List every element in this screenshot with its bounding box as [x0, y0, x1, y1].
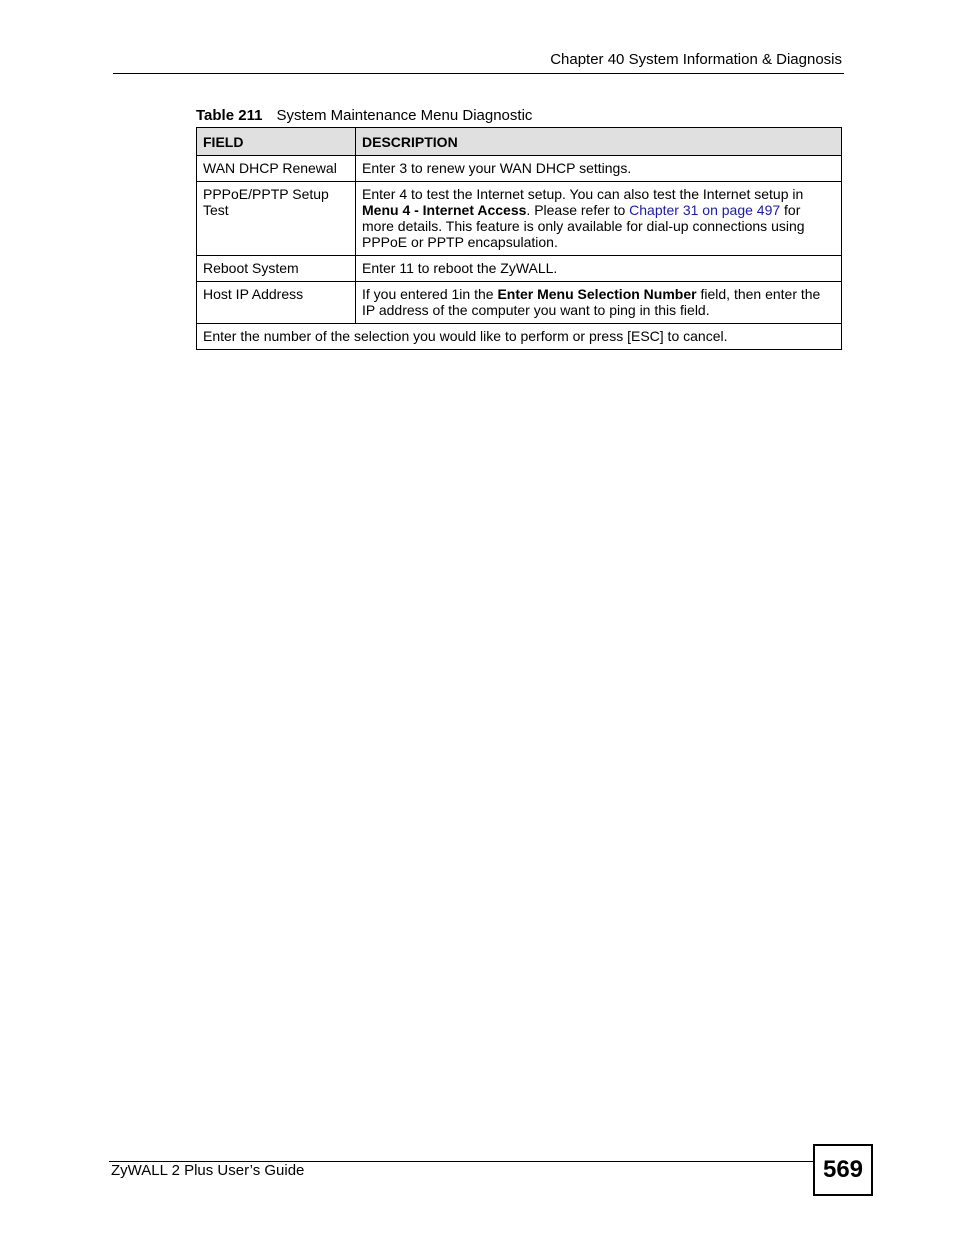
description-text: Enter 4 to test the Internet setup. You can also test the Internet setup in — [362, 186, 804, 202]
field-cell: PPPoE/PPTP Setup Test — [197, 182, 356, 256]
table-caption-label: Table 211 — [196, 107, 263, 124]
page-number: 569 — [813, 1144, 873, 1196]
table-footer-row — [197, 324, 842, 350]
menu-name-bold: Menu 4 - Internet Access — [362, 202, 527, 218]
column-header-field: FIELD — [197, 128, 356, 156]
description-cell — [356, 182, 842, 256]
diagnostic-table — [196, 127, 842, 350]
description-cell: Enter 3 to renew your WAN DHCP settings. — [356, 156, 842, 182]
description-cell — [356, 282, 842, 324]
description-text: field, then enter the IP address of the computer you want to ping in this field. — [362, 286, 821, 318]
description-cell: Enter 11 to reboot the ZyWALL. — [356, 256, 842, 282]
field-name-bold: Enter Menu Selection Number — [497, 286, 697, 302]
table-row — [197, 282, 842, 324]
table-row — [197, 256, 842, 282]
field-cell: Reboot System — [197, 256, 356, 282]
table-caption-title: System Maintenance Menu Diagnostic — [276, 107, 533, 124]
table-caption — [196, 107, 532, 124]
column-header-description: DESCRIPTION — [356, 128, 842, 156]
guide-title: ZyWALL 2 Plus User’s Guide — [111, 1162, 305, 1179]
table-row — [197, 156, 842, 182]
table-header-row — [197, 128, 842, 156]
field-cell: Host IP Address — [197, 282, 356, 324]
header-divider — [113, 73, 844, 74]
description-text: If you entered 1in the — [362, 286, 498, 302]
field-cell: WAN DHCP Renewal — [197, 156, 356, 182]
description-text: for more details. This feature is only available for dial-up connections using PPPoE or PPTP encapsulation. — [362, 202, 805, 250]
chapter-header: Chapter 40 System Information & Diagnosis — [550, 51, 842, 68]
table-row — [197, 182, 842, 256]
description-text: . Please refer to — [526, 202, 630, 218]
table-footer-note: Enter the number of the selection you would like to perform or press [ESC] to cancel. — [197, 324, 842, 350]
chapter-cross-reference-link[interactable]: Chapter 31 on page 497 — [629, 202, 781, 218]
